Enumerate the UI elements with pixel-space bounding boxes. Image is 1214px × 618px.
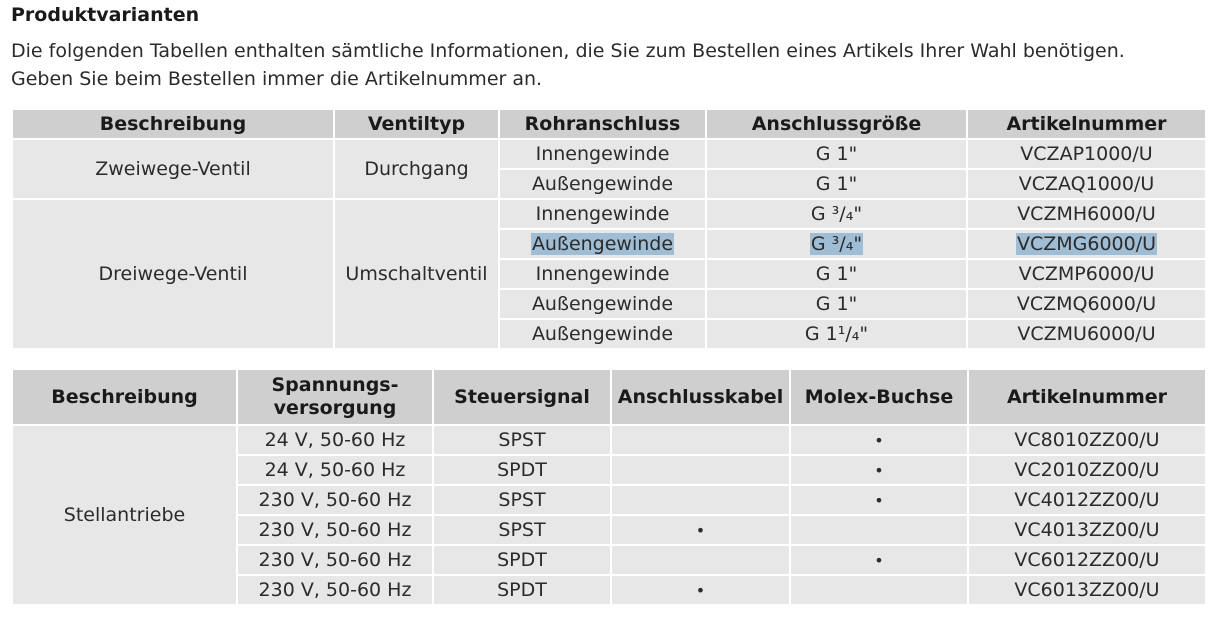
article-cell: VCZMU6000/U — [967, 319, 1206, 349]
header-steuersignal: Steuersignal — [433, 369, 611, 425]
header-ventiltyp: Ventiltyp — [334, 109, 499, 139]
cable-cell — [611, 485, 790, 515]
signal-cell: SPDT — [433, 545, 611, 575]
header-anschlussgroesse: Anschlussgröße — [706, 109, 967, 139]
size-cell — [706, 229, 967, 259]
intro-line-2: Geben Sie beim Bestellen immer die Artikelnummer an. — [11, 68, 543, 90]
signal-cell: SPST — [433, 425, 611, 455]
article-cell: VCZAP1000/U — [967, 139, 1206, 169]
intro-text — [11, 37, 1125, 93]
molex-cell — [790, 515, 968, 545]
article-cell: VC4012ZZ00/U — [968, 485, 1206, 515]
connection-cell: Außengewinde — [499, 289, 706, 319]
size-cell: G 1" — [706, 169, 967, 199]
size-cell: G 1¹/₄" — [706, 319, 967, 349]
size-cell: G ³/₄" — [706, 199, 967, 229]
article-cell — [967, 229, 1206, 259]
size-cell: G 1" — [706, 289, 967, 319]
header-anschlusskabel: Anschlusskabel — [611, 369, 790, 425]
connection-cell: Innengewinde — [499, 139, 706, 169]
header-beschreibung: Beschreibung — [12, 109, 334, 139]
article-cell: VC2010ZZ00/U — [968, 455, 1206, 485]
cable-cell: • — [611, 575, 790, 605]
voltage-cell: 24 V, 50-60 Hz — [237, 455, 433, 485]
table-row — [12, 139, 1206, 169]
article-cell: VC4013ZZ00/U — [968, 515, 1206, 545]
valve-type-cell: Durchgang — [334, 139, 499, 199]
actuator-variants-table — [11, 368, 1207, 606]
signal-cell: SPST — [433, 515, 611, 545]
molex-cell — [790, 575, 968, 605]
cable-cell — [611, 425, 790, 455]
table-row — [12, 199, 1206, 229]
article-cell: VCZMQ6000/U — [967, 289, 1206, 319]
header-beschreibung: Beschreibung — [12, 369, 237, 425]
cable-cell — [611, 455, 790, 485]
header-artikelnummer: Artikelnummer — [967, 109, 1206, 139]
connection-cell: Außengewinde — [499, 169, 706, 199]
connection-cell — [499, 229, 706, 259]
page-title: Produktvarianten — [11, 4, 200, 26]
connection-cell: Innengewinde — [499, 199, 706, 229]
description-cell: Stellantriebe — [12, 425, 237, 605]
table-header-row — [12, 369, 1206, 425]
cable-cell: • — [611, 515, 790, 545]
header-molex-buchse: Molex-Buchse — [790, 369, 968, 425]
header-artikelnummer: Artikelnummer — [968, 369, 1206, 425]
article-cell: VCZMH6000/U — [967, 199, 1206, 229]
connection-cell: Außengewinde — [499, 319, 706, 349]
voltage-cell: 24 V, 50-60 Hz — [237, 425, 433, 455]
header-voltage-line-1: Spannungs- — [271, 374, 399, 396]
article-cell: VC6012ZZ00/U — [968, 545, 1206, 575]
table-header-row — [12, 109, 1206, 139]
voltage-cell: 230 V, 50-60 Hz — [237, 485, 433, 515]
molex-cell: • — [790, 545, 968, 575]
signal-cell: SPDT — [433, 455, 611, 485]
size-cell: G 1" — [706, 259, 967, 289]
article-cell: VCZAQ1000/U — [967, 169, 1206, 199]
voltage-cell: 230 V, 50-60 Hz — [237, 515, 433, 545]
signal-cell: SPST — [433, 485, 611, 515]
intro-line-1: Die folgenden Tabellen enthalten sämtliche Informationen, die Sie zum Bestellen eines Artikels Ihrer Wahl benötigen. — [11, 40, 1125, 62]
voltage-cell: 230 V, 50-60 Hz — [237, 545, 433, 575]
highlighted-text[interactable]: G ³/₄" — [810, 233, 863, 255]
size-cell: G 1" — [706, 139, 967, 169]
description-cell: Zweiwege-Ventil — [12, 139, 334, 199]
header-voltage-line-2: versorgung — [273, 397, 397, 419]
description-cell: Dreiwege-Ventil — [12, 199, 334, 349]
header-rohranschluss: Rohranschluss — [499, 109, 706, 139]
highlighted-text[interactable]: VCZMG6000/U — [1016, 233, 1157, 255]
connection-cell: Innengewinde — [499, 259, 706, 289]
header-spannungsversorgung — [237, 369, 433, 425]
article-cell: VCZMP6000/U — [967, 259, 1206, 289]
highlighted-text[interactable]: Außengewinde — [531, 233, 674, 255]
signal-cell: SPDT — [433, 575, 611, 605]
valve-variants-table — [11, 108, 1207, 350]
article-cell: VC8010ZZ00/U — [968, 425, 1206, 455]
molex-cell: • — [790, 455, 968, 485]
article-cell: VC6013ZZ00/U — [968, 575, 1206, 605]
table-row — [12, 425, 1206, 455]
valve-type-cell: Umschaltventil — [334, 199, 499, 349]
cable-cell — [611, 545, 790, 575]
molex-cell: • — [790, 485, 968, 515]
molex-cell: • — [790, 425, 968, 455]
voltage-cell: 230 V, 50-60 Hz — [237, 575, 433, 605]
